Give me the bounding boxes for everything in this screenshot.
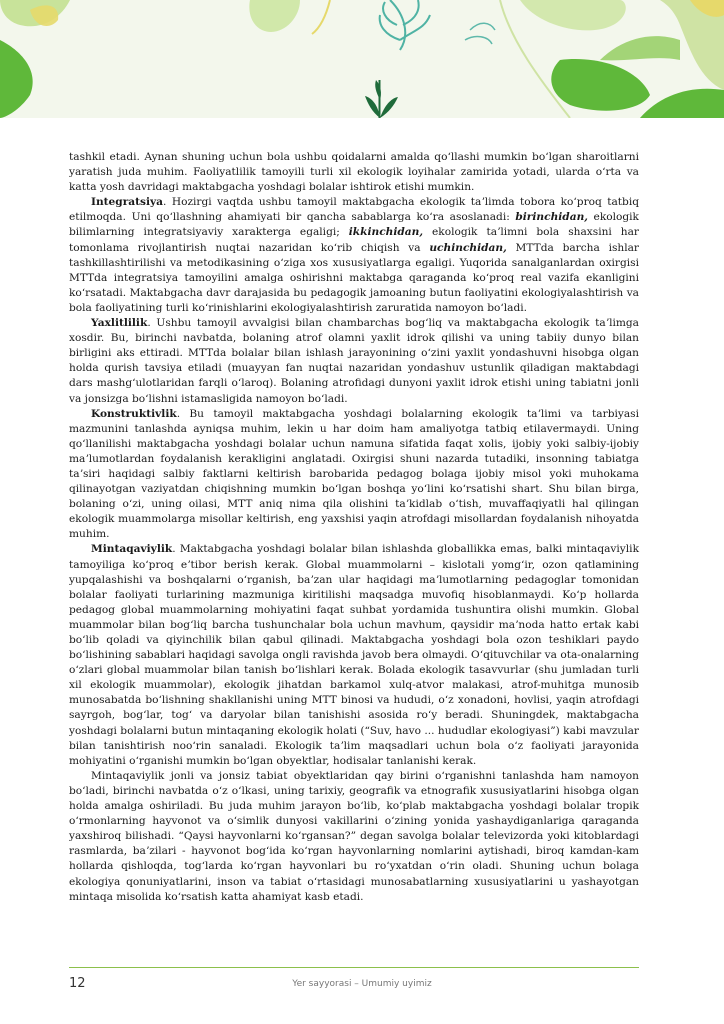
decorative-header-banner bbox=[0, 0, 724, 118]
heading-yaxlitlilik: Yaxlitlilik bbox=[91, 317, 148, 330]
heading-konstruktivlik: Konstruktivlik bbox=[91, 407, 177, 420]
paragraph-mintaqaviylik-cont: Mintaqaviylik jonli va jonsiz tabiat obyektlaridan qay birini oʻrganishni tanlashda ham namoyon boʻladi, birinchi navbatda oʻz oʻlkasi, uning tarixiy, geografik va etnografik xususiyatlarini hisobga olgan holda amalga oshiriladi. Bu juda muhim jarayon boʻlib, koʻplab maktabgacha yoshdagi bolalar tropik oʻrmonlarning hayvonot va oʻsimlik dunyosi vakillarini oʻzining yonida yashaydiganlariga qaraganda yaxshiroq bilishadi. “Qaysi hayvonlarni koʻrgansan?” degan savolga bolalar televizorda yoki kitoblardagi rasmlarda, baʼzilari - hayvonot bogʻida koʻrgan hayvonlarning nomlarini aytishadi, biroq kamdan-kam hollarda qishloqda, togʻlarda koʻrgan hayvonlari bu roʻyxatdan oʻrin oladi. Shuning uchun bolaga ekologiya qonuniyatlarini, inson va tabiat oʻrtasidagi munosabatlarning xususiyatlarini u yashayotgan mintaqa misolida koʻrsatish katta ahamiyat kasb etadi. bbox=[69, 769, 639, 903]
leaf-pattern-illustration bbox=[0, 0, 724, 118]
paragraph-integratsiya: Integratsiya. Hozirgi vaqtda ushbu tamoyil maktabgacha ekologik taʼlimda tobora koʻproq tatbiq etilmoqda. Uni qoʻllashning ahamiyati bir qancha sabablarga koʻra asoslanadi: birinchidan, ekologik bilimlarning integratsiyaviy xarakterga egaligi; ikkinchidan, ekologik taʼlimni bola shaxsini har tomonlama rivojlantirish nuqtai nazaridan koʻrib chiqish va uchinchidan, MTTda barcha ishlar tashkillashtirilishi va metodikasining oʻziga xos xususiyatlarga egaligi. Yuqorida sanalganlardan oxirgisi MTTda integratsiya tamoyilini amalga oshirishni maktabga qaraganda koʻproq real vazifa ekanligini koʻrsatadi. Maktabgacha davr darajasida bu pedagogik jamoaning butun faoliyatini ekologiyalashtirish va bola faoliyatining turli koʻrinishlarini ekologiyalashtirish zaruratida namoyon boʻladi. bbox=[69, 196, 639, 314]
footer-book-title: Yer sayyorasi – Umumiy uyimiz bbox=[292, 979, 432, 989]
page-number: 12 bbox=[69, 976, 86, 991]
paragraph-yaxlitlilik: Yaxlitlilik. Ushbu tamoyil avvalgisi bilan chambarchas bogʻliq va maktabgacha ekologik taʼlimga xosdir. Bu, birinchi navbatda, bolaning atrof olamni yaxlit idrok qilishi va uning tabiiy dunyo bilan birligini aks ettiradi. MTTda bolalar bilan ishlash jarayonining oʻzini yaxlit yondashuvni hisobga olgan holda qurish tavsiya etiladi (muayyan fan nuqtai nazaridan yondashuv ustunlik qiladigan maktabdagi dars mashgʻulotlaridan farqli oʻlaroq). Bolaning atrofidagi dunyoni yaxlit idrok etishi uning tabiatni jonli va jonsizga boʻlishni istamasligida namoyon boʻladi. bbox=[69, 317, 639, 405]
footer-divider bbox=[69, 967, 639, 968]
paragraph-mintaqaviylik: Mintaqaviylik. Maktabgacha yoshdagi bolalar bilan ishlashda globallikka emas, balki mintaqaviylik tamoyiliga koʻproq eʼtibor berish kerak. Global muammolarni – kislotali yomgʻir, ozon qatlamining yupqalashishi va boshqalarni oʻrganish, baʼzan ular haqidagi maʼlumotlarning pedagoglar tomonidan bolalar faoliyati turlarining mazmuniga kiritilishi maqsadga muvofiq hisoblanmaydi. Koʻp hollarda pedagog global muammolarning mohiyatini faqat suhbat yordamida tushuntira olishi mumkin. Global muammolar bilan bogʻliq barcha tushunchalar bola uchun mavhum, qaysidir maʼnoda hatto ertak kabi boʻlib qoladi va qiyinchilik bilan qabul qilinadi. Maktabgacha yoshdagi bola ozon teshiklari paydo boʻlishining sabablari haqidagi savolga ongli ravishda javob bera olmaydi. Oʻqituvchilar va ota-onalarning oʻzlari global muammolar bilan tanish boʻlishlari kerak. Bolada ekologik tasavvurlar (shu jumladan turli xil ekologik muammolar), ekologik jihatdan barkamol xulq-atvor malakasi, atrof-muhitga munosib munosabatda boʻlishning shakllanishi uning MTT binosi va hududi, oʻz xonadoni, hovlisi, yaqin atrofdagi sayrgoh, bogʻlar, togʻ va daryolar bilan tanishishi asosida roʻy beradi. Shuningdek, maktabgacha yoshdagi bolalarni butun mintaqaning ekologik holati (“Suv, havo ... hududlar ekologiyasi”) kabi mavzular bilan tanishtirish nooʻrin sanaladi. Ekologik taʼlim maqsadlari uchun bola oʻz faoliyati jarayonida mohiyatini oʻrganishi mumkin boʻlgan obyektlar, hodisalar tanlanishi kerak. bbox=[69, 543, 639, 767]
paragraph-konstruktivlik: Konstruktivlik. Bu tamoyil maktabgacha yoshdagi bolalarning ekologik taʼlimi va tarbiyasi mazmunini tanlashda ayniqsa muhim, lekin u har doim ham amaliyotga tatbiq etilavermaydi. Uning qoʻllanilishi maktabgacha yoshdagi bolalar uchun namuna sifatida faqat xolis, ijobiy yoki salbiy-ijobiy maʼlumotlardan foydalanish kerakligini anglatadi. Oxirgisi shuni nazarda tutadiki, insonning tabiatga taʼsiri haqidagi salbiy faktlarni keltirish barobarida pedagog bolaga ijobiy misol yoki muhokama qilinayotgan vaziyatdan chiqishning mumkin boʻlgan boshqa yoʻlini koʻrsatishi shart. Shu bilan birga, bolaning oʻzi, uning oilasi, MTT aniq nima qila olishini taʼkidlab oʻtish, muvaffaqiyatli hal qilingan ekologik muammolarga misollar keltirish, eng yaxshisi yaqin atrofdagi misollardan foydalanish nihoyatda muhim. bbox=[69, 407, 639, 541]
page-body-text bbox=[69, 150, 639, 905]
paragraph-continuation: tashkil etadi. Aynan shuning uchun bola ushbu qoidalarni amalda qoʻllashi mumkin boʻlgan sharoitlarni yaratish juda muhim. Faoliyatlilik tamoyili turli xil ekologik loyihalar zamirida yotadi, ularda oʻrta va katta yosh davridagi maktabgacha yoshdagi bolalar ishtirok etishi mumkin. bbox=[69, 151, 639, 194]
heading-integratsiya: Integratsiya bbox=[91, 196, 164, 209]
heading-mintaqaviylik: Mintaqaviylik bbox=[91, 543, 173, 556]
